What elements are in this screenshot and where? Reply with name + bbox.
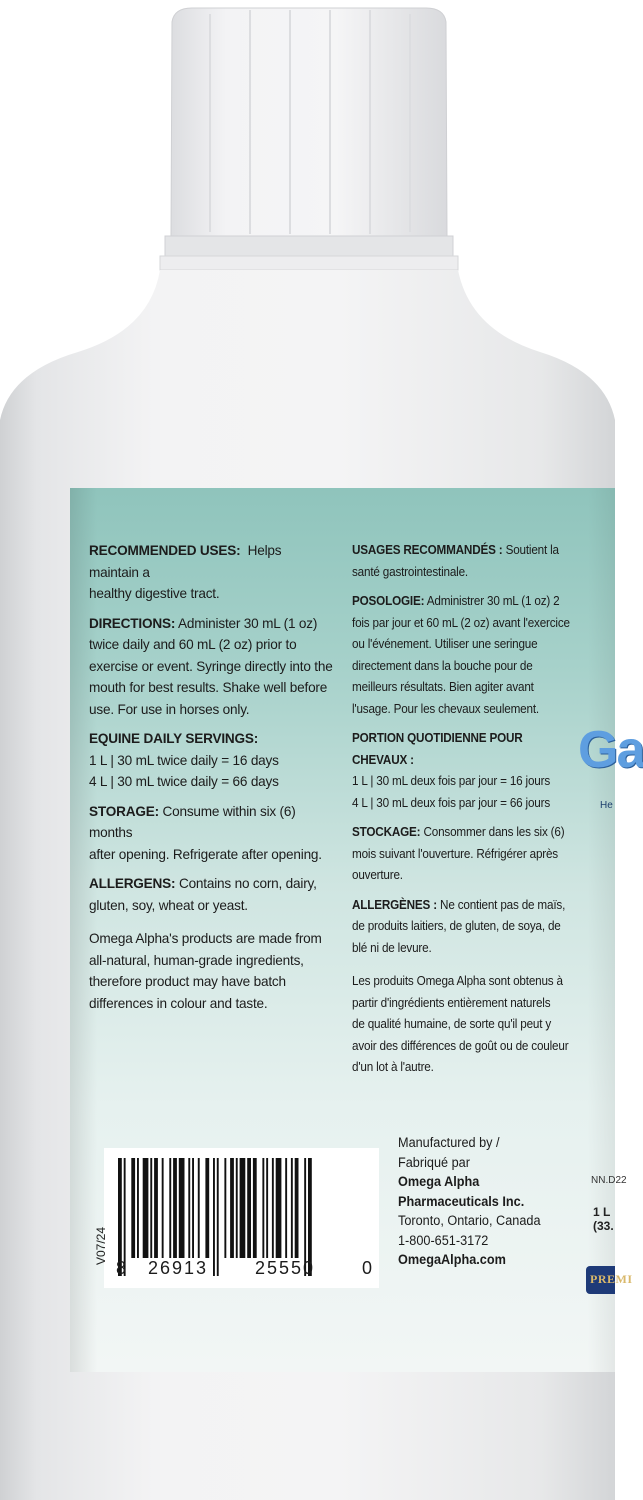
allergens-section [89, 873, 334, 916]
directions-line-3: exercise or event. Syringe directly into the [89, 658, 333, 674]
barcode-bar [236, 1158, 238, 1258]
barcode-bar [131, 1158, 135, 1258]
barcode-bar [247, 1158, 251, 1258]
company-address: Toronto, Ontario, Canada [398, 1213, 541, 1228]
allergenes-line-1: Ne contient pas de maïs, [440, 897, 566, 912]
recommended-uses-heading: RECOMMENDED USES: [89, 543, 241, 558]
equine-servings-heading: EQUINE DAILY SERVINGS: [89, 731, 259, 746]
barcode-bar [150, 1158, 152, 1258]
directions-line-2: twice daily and 60 mL (2 oz) prior to [89, 637, 297, 652]
brand-name-fragment: Ga [578, 721, 643, 779]
barcode-bar [192, 1158, 194, 1258]
bottle-cap [160, 8, 458, 270]
portion-line-1: 1 L | 30 mL deux fois par jour = 16 jours [352, 774, 551, 788]
barcode-bar [230, 1158, 234, 1258]
note-en-line-2: all-natural, human-grade ingredients, [89, 952, 304, 968]
company-website: OmegaAlpha.com [398, 1252, 506, 1267]
barcode-bar [217, 1158, 219, 1276]
barcode-bar [240, 1158, 246, 1258]
npn-fragment: NN.D22 [591, 1175, 627, 1186]
recommended-uses-section [89, 540, 334, 605]
stockage-line-3: ouverture. [352, 868, 403, 882]
barcode-bar [205, 1158, 209, 1258]
label-column-french [352, 540, 575, 1087]
posologie-line-2: fois par jour et 60 mL (2 oz) avant l'exercice [352, 615, 570, 630]
directions-line-5: use. For use in horses only. [89, 701, 250, 717]
barcode-bar [198, 1158, 200, 1258]
servings-line-1: 1 L | 30 mL twice daily = 16 days [89, 752, 279, 768]
barcode-digit-first: 8 [116, 1258, 129, 1278]
barcode-bar [253, 1158, 257, 1258]
posologie-heading: POSOLOGIE: [352, 594, 425, 608]
note-en-line-3: therefore product may have batch [89, 974, 286, 989]
storage-section [89, 801, 334, 866]
barcode-bar [173, 1158, 177, 1258]
portion-heading-line-2: CHEVAUX : [352, 752, 414, 767]
note-fr-line-1: Les produits Omega Alpha sont obtenus à [352, 974, 563, 988]
barcode-bar [213, 1158, 215, 1276]
barcode-bar [143, 1158, 149, 1258]
recommended-uses-line-2: healthy digestive tract. [89, 586, 220, 601]
barcode-bar [137, 1158, 139, 1258]
posologie-line-3: ou l'événement. Utiliser une seringue [352, 637, 538, 651]
usages-line-2: santé gastrointestinale. [352, 564, 468, 579]
note-en-line-4: differences in colour and taste. [89, 995, 268, 1011]
directions-section [89, 613, 334, 721]
volume-fragment: 1 L (33. [593, 1205, 614, 1233]
allergenes-line-3: blé ni de levure. [352, 940, 432, 955]
storage-line-2: after opening. Refrigerate after opening. [89, 846, 322, 862]
portion-line-2: 4 L | 30 mL deux fois par jour = 66 jours [352, 795, 551, 810]
barcode-group-left: 26913 [148, 1258, 209, 1278]
barcode-bar [276, 1158, 282, 1258]
allergens-line-1: Contains no corn, dairy, [178, 876, 317, 891]
premium-badge [586, 1266, 633, 1294]
portion-section [352, 728, 575, 814]
posologie-line-6: l'usage. Pour les chevaux seulement. [352, 701, 539, 716]
directions-line-1: Administer 30 mL (1 oz) [178, 615, 318, 631]
manufactured-by-label: Manufactured by / [398, 1135, 500, 1150]
company-name-line-2: Pharmaceuticals Inc. [398, 1193, 525, 1209]
barcode-bar [169, 1158, 171, 1258]
manufacturer-block [398, 1133, 563, 1270]
barcode [104, 1148, 379, 1288]
label-column-english [89, 540, 334, 1022]
stockage-line-2: mois suivant l'ouverture. Réfrigérer après [352, 846, 558, 861]
premium-badge-text: PREMI [590, 1272, 633, 1286]
note-en-line-1: Omega Alpha's products are made from [89, 931, 322, 946]
barcode-bar [154, 1158, 158, 1258]
note-fr-line-3: de qualité humaine, de sorte qu'il peut y [352, 1017, 552, 1031]
barcode-bar [262, 1158, 264, 1258]
stockage-heading: STOCKAGE: [352, 825, 421, 839]
version-code: V07/24 [94, 1226, 108, 1265]
stockage-section [352, 822, 575, 887]
fabrique-par-label: Fabriqué par [398, 1154, 470, 1170]
barcode-bar [188, 1158, 190, 1258]
allergenes-line-2: de produits laitiers, de gluten, de soya, de [352, 919, 561, 933]
quality-note-english [89, 928, 334, 1014]
note-fr-line-4: avoir des différences de goût ou de couleur [352, 1038, 569, 1053]
allergenes-heading: ALLERGÈNES : [352, 897, 437, 912]
barcode-bar [285, 1158, 287, 1258]
servings-line-2: 4 L | 30 mL twice daily = 66 days [89, 774, 279, 789]
barcode-bar [266, 1158, 268, 1258]
barcode-bar [162, 1158, 164, 1258]
barcode-bar [272, 1158, 274, 1258]
usages-heading: USAGES RECOMMANDÉS : [352, 543, 503, 557]
usages-section [352, 540, 575, 583]
allergenes-section [352, 895, 575, 960]
barcode-group-right: 25550 [255, 1258, 316, 1278]
posologie-line-1: Administrer 30 mL (1 oz) 2 [426, 594, 560, 608]
barcode-digit-last: 0 [362, 1258, 375, 1278]
allergens-heading: ALLERGENS: [89, 876, 176, 891]
posologie-line-4: directement dans la bouche pour de [352, 658, 533, 673]
portion-heading-line-1: PORTION QUOTIDIENNE POUR [352, 731, 523, 745]
storage-line-1: Consume within six (6) months [89, 803, 296, 840]
barcode-bar [291, 1158, 293, 1258]
storage-heading: STORAGE: [89, 803, 159, 819]
directions-heading: DIRECTIONS: [89, 615, 176, 631]
note-fr-line-2: partir d'ingrédients entièrement naturels [352, 995, 551, 1010]
barcode-bar [179, 1158, 185, 1258]
barcode-bar [224, 1158, 226, 1258]
tagline-fragment: He [600, 800, 613, 811]
note-fr-line-5: d'un lot à l'autre. [352, 1060, 434, 1074]
barcode-bar [295, 1158, 299, 1258]
posologie-section [352, 591, 575, 720]
usages-line-1: Soutient la [505, 543, 559, 557]
stockage-line-1: Consommer dans les six (6) [423, 825, 565, 839]
directions-line-4: mouth for best results. Shake well before [89, 680, 328, 695]
allergens-line-2: gluten, soy, wheat or yeast. [89, 897, 248, 913]
quality-note-french [352, 971, 575, 1079]
posologie-line-5: meilleurs résultats. Bien agiter avant [352, 680, 534, 694]
company-name-line-1: Omega Alpha [398, 1174, 480, 1189]
recommended-uses-line-1: Helps maintain a [89, 543, 282, 580]
equine-servings-section [89, 728, 334, 793]
company-phone: 1-800-651-3172 [398, 1232, 489, 1248]
